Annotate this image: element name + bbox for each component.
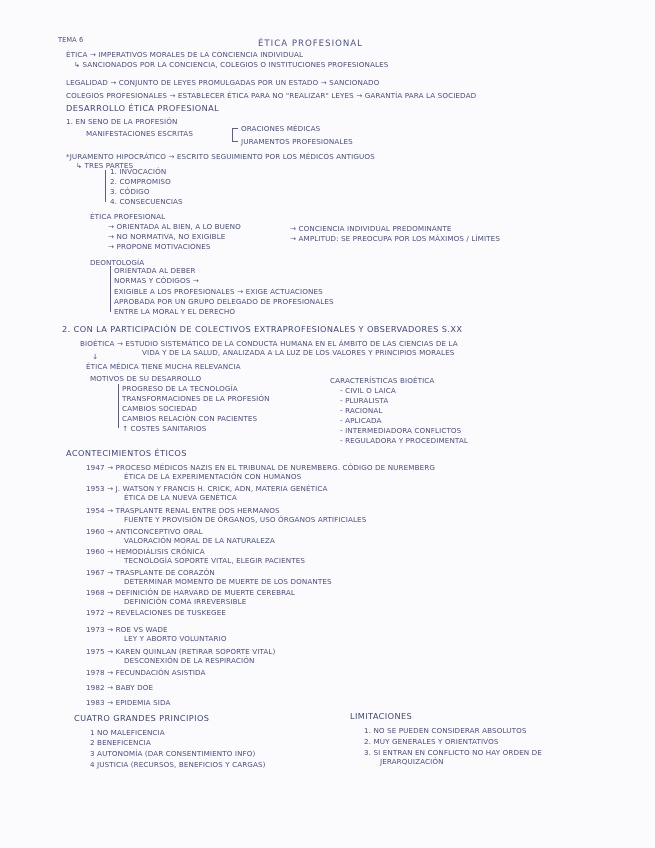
- evento-sub: DETERMINAR MOMENTO DE MUERTE DE LOS DONANTES: [124, 577, 332, 586]
- evento-line: 1972 → REVELACIONES DE TUSKEGEE: [86, 608, 226, 617]
- motivo-item: CAMBIOS RELACIÓN CON PACIENTES: [122, 414, 258, 423]
- caracteristica-item: - APLICADA: [340, 416, 382, 425]
- brace-tick: [232, 128, 238, 129]
- evento-sub: VALORACIÓN MORAL DE LA NATURALEZA: [124, 536, 275, 545]
- deontologia-item: ORIENTADA AL DEBER: [114, 266, 196, 275]
- evento-sub: ÉTICA DE LA EXPERIMENTACIÓN CON HUMANOS: [124, 472, 302, 481]
- brace-tick: [232, 141, 238, 142]
- parte-item: 4. CONSECUENCIAS: [110, 197, 183, 206]
- juramento-line: *JURAMENTO HIPOCRÁTICO → ESCRITO SEGUIMIENTO POR LOS MÉDICOS ANTIGUOS: [66, 152, 375, 161]
- tres-partes-label: ↳ TRES PARTES: [76, 161, 134, 170]
- evento-sub: DESCONEXIÓN DE LA RESPIRACIÓN: [124, 656, 255, 665]
- section-heading: ACONTECIMIENTOS ÉTICOS: [66, 448, 187, 458]
- page-title: ÉTICA PROFESIONAL: [258, 39, 363, 49]
- etica-item: → NO NORMATIVA, NO EXIGIBLE: [108, 232, 226, 241]
- parte-item: 3. CÓDIGO: [110, 187, 150, 196]
- evento-line: 1968 → DEFINICIÓN DE HARVARD DE MUERTE CEREBRAL: [86, 588, 296, 597]
- caracteristica-item: - PLURALISTA: [340, 396, 389, 405]
- etica-medica-line: ÉTICA MÉDICA TIENE MUCHA RELEVANCIA: [86, 362, 241, 371]
- intro-line: ↳ SANCIONADOS POR LA CONCIENCIA, COLEGIOS O INSTITUCIONES PROFESIONALES: [74, 60, 389, 69]
- caracteristica-item: - RACIONAL: [340, 406, 383, 415]
- evento-line: 1967 → TRASPLANTE DE CORAZÓN: [86, 568, 215, 577]
- motivo-item: TRANSFORMACIONES DE LA PROFESIÓN: [122, 394, 270, 403]
- section-heading: CUATRO GRANDES PRINCIPIOS: [74, 713, 210, 723]
- caracteristica-item: - INTERMEDIADORA CONFLICTOS: [340, 426, 462, 435]
- parte-item: 1. INVOCACIÓN: [110, 167, 167, 176]
- limitacion-item: 1. NO SE PUEDEN CONSIDERAR ABSOLUTOS: [364, 726, 527, 735]
- limitacion-item: 3. SI ENTRAN EN CONFLICTO NO HAY ORDEN DE: [364, 748, 542, 757]
- evento-line: 1954 → TRASPLANTE RENAL ENTRE DOS HERMANOS: [86, 506, 280, 515]
- subsection-heading: 1. EN SENO DE LA PROFESIÓN: [66, 117, 178, 126]
- deontologia-item: EXIGIBLE A LOS PROFESIONALES → EXIGE ACTUACIONES: [114, 287, 323, 296]
- bioetica-line: BIOÉTICA → ESTUDIO SISTEMÁTICO DE LA CONDUCTA HUMANA EN EL ÁMBITO DE LAS CIENCIAS DE LA: [80, 339, 458, 348]
- intro-line: LEGALIDAD → CONJUNTO DE LEYES PROMULGADAS POR UN ESTADO → SANCIONADO: [66, 78, 380, 87]
- limitacion-item: JERARQUIZACIÓN: [380, 757, 444, 766]
- evento-line: 1975 → KAREN QUINLAN (RETIRAR SOPORTE VITAL): [86, 647, 276, 656]
- motivo-item: PROGRESO DE LA TECNOLOGÍA: [122, 384, 238, 393]
- manifestacion-item: JURAMENTOS PROFESIONALES: [241, 137, 353, 146]
- motivo-item: CAMBIOS SOCIEDAD: [122, 404, 198, 413]
- evento-line: 1953 → J. WATSON Y FRANCIS H. CRICK, ADN, MATERIA GENÉTICA: [86, 484, 328, 493]
- etica-item: → CONCIENCIA INDIVIDUAL PREDOMINANTE: [290, 224, 452, 233]
- evento-sub: TECNOLOGÍA SOPORTE VITAL, ELEGIR PACIENTES: [124, 556, 306, 565]
- evento-line: 1947 → PROCESO MÉDICOS NAZIS EN EL TRIBUNAL DE NUREMBERG. CÓDIGO DE NUREMBERG: [86, 463, 436, 472]
- intro-line: ÉTICA → IMPERATIVOS MORALES DE LA CONCIENCIA INDIVIDUAL: [66, 50, 304, 59]
- tema-label: TEMA 6: [58, 36, 84, 44]
- intro-line: COLEGIOS PROFESIONALES → ESTABLECER ÉTICA PARA NO "REALIZAR" LEYES → GARANTÍA PARA LA SOCIEDAD: [66, 91, 477, 100]
- deontologia-label: DEONTOLOGÍA: [90, 258, 145, 267]
- brace: [232, 128, 233, 142]
- evento-line: 1973 → ROE VS WADE: [86, 625, 168, 634]
- etica-item: → ORIENTADA AL BIEN, A LO BUENO: [108, 222, 241, 231]
- caracteristica-item: - CIVIL O LAICA: [340, 386, 396, 395]
- deontologia-item: APROBADA POR UN GRUPO DELEGADO DE PROFESIONALES: [114, 297, 334, 306]
- manifestacion-item: ORACIONES MÉDICAS: [241, 124, 321, 133]
- evento-line: 1960 → HEMODIÁLISIS CRÓNICA: [86, 547, 205, 556]
- principio-item: 3 AUTONOMÍA (DAR CONSENTIMIENTO INFO): [90, 749, 256, 758]
- evento-line: 1960 → ANTICONCEPTIVO ORAL: [86, 527, 203, 536]
- evento-sub: ÉTICA DE LA NUEVA GENÉTICA: [124, 493, 237, 502]
- evento-sub: DEFINICIÓN COMA IRREVERSIBLE: [124, 597, 247, 606]
- section-heading: LIMITACIONES: [350, 711, 413, 721]
- motivo-item: ↑ COSTES SANITARIOS: [122, 424, 207, 433]
- section-heading: 2. CON LA PARTICIPACIÓN DE COLECTIVOS EXTRAPROFESIONALES Y OBSERVADORES S.XX: [62, 324, 463, 334]
- evento-sub: FUENTE Y PROVISIÓN DE ÓRGANOS, USO ÓRGANOS ARTIFICIALES: [124, 515, 367, 524]
- evento-line: 1983 → EPIDEMIA SIDA: [86, 698, 171, 707]
- principio-item: 4 JUSTICIA (RECURSOS, BENEFICIOS Y CARGAS): [90, 760, 266, 769]
- brace: [110, 266, 111, 312]
- brace: [118, 384, 119, 428]
- section-heading: DESARROLLO ÉTICA PROFESIONAL: [66, 103, 220, 113]
- etica-item: → AMPLITUD: SE PREOCUPA POR LOS MÁXIMOS / LÍMITES: [290, 234, 500, 243]
- principio-item: 1 NO MALEFICENCIA: [90, 728, 165, 737]
- principio-item: 2 BENEFICENCIA: [90, 738, 151, 747]
- limitacion-item: 2. MUY GENERALES Y ORIENTATIVOS: [364, 737, 499, 746]
- brace: [105, 170, 106, 202]
- parte-item: 2. COMPROMISO: [110, 177, 171, 186]
- etica-item: → PROPONE MOTIVACIONES: [108, 242, 211, 251]
- manifestaciones-label: MANIFESTACIONES ESCRITAS: [86, 129, 193, 138]
- deontologia-item: ENTRE LA MORAL Y EL DERECHO: [114, 307, 236, 316]
- deontologia-item: NORMAS Y CÓDIGOS →: [114, 276, 199, 285]
- bioetica-line: VIDA Y DE LA SALUD, ANALIZADA A LA LUZ DE LOS VALORES Y PRINCIPIOS MORALES: [142, 348, 455, 357]
- etica-profesional-label: ÉTICA PROFESIONAL: [90, 212, 166, 221]
- caracteristicas-heading: CARACTERÍSTICAS BIOÉTICA: [330, 376, 435, 385]
- evento-line: 1978 → FECUNDACIÓN ASISTIDA: [86, 668, 206, 677]
- evento-sub: LEY Y ABORTO VOLUNTARIO: [124, 634, 227, 643]
- motivos-heading: MOTIVOS DE SU DESARROLLO: [90, 374, 202, 383]
- flecha: ↓: [92, 352, 99, 361]
- evento-line: 1982 → BABY DOE: [86, 683, 154, 692]
- caracteristica-item: - REGULADORA Y PROCEDIMENTAL: [340, 436, 468, 445]
